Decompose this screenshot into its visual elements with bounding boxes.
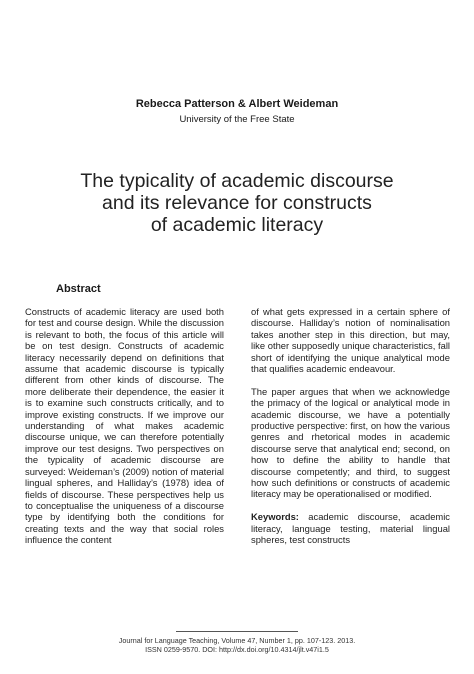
- author-names: Rebecca Patterson & Albert Weideman: [135, 98, 339, 110]
- keywords-list: academic discourse, academic literacy, language testing, material lingual spheres, test constructs: [251, 511, 450, 546]
- issn-doi: ISSN 0259-9570. DOI: http://dx.doi.org/10.4314/jlt.v47i1.5: [145, 645, 329, 654]
- keywords-label: Keywords:: [251, 511, 299, 523]
- title-line: and its relevance for constructs: [102, 192, 372, 214]
- abstract-paragraph: The paper argues that when we acknowledge the primacy of the logical or analytical mode in academic discourse, we have a potentially productive perspective: first, on how the various genres and rhetorical modes in academic discourse serve that analytical end; second, on how to define the ability to handle that discourse competently; and third, to suggest how such definitions or constructs of academic literacy may be operationalised or modified.: [251, 385, 450, 500]
- abstract-paragraph: of what gets expressed in a certain sphere of discourse. Halliday’s notion of nominalisation takes another step in this direction, but may, like other supposedly unique characteristics, fall short of identifying the unique analytical mode that qualifies academic endeavour.: [251, 306, 450, 375]
- title-line: of academic literacy: [150, 214, 324, 236]
- abstract-heading: Abstract: [56, 283, 101, 295]
- paper-title: [0, 170, 474, 236]
- abstract-left-column: [25, 306, 224, 546]
- footer-divider: [176, 631, 298, 632]
- author-affiliation: University of the Free State: [179, 114, 295, 125]
- journal-citation: Journal for Language Teaching, Volume 47, Number 1, pp. 107-123. 2013.: [118, 636, 356, 645]
- keywords-paragraph: [251, 511, 450, 545]
- abstract-paragraph: Constructs of academic literacy are used both for test and course design. While the discussion is relevant to both, the focus of this article will be on test design. Constructs of academic literacy necessarily depend on definitions that assume that academic discourse is typically different from other kinds of discourse. The more deliberate their dependence, the easier it is to examine such constructs critically, and to improve existing constructs. If we improve our understanding of what makes academic discourse unique, we can therefore potentially improve our test designs. Two perspectives on the typicality of academic discourse are surveyed: Weideman’s (2009) notion of material lingual spheres, and Halliday’s (1978) idea of fields of discourse. These perspectives help us to conceptualise the uniqueness of a discourse type by identifying both the conditions for creating texts and the way that social roles influence the content: [25, 306, 224, 546]
- title-line: The typicality of academic discourse: [80, 170, 394, 192]
- abstract-right-column: [251, 306, 450, 546]
